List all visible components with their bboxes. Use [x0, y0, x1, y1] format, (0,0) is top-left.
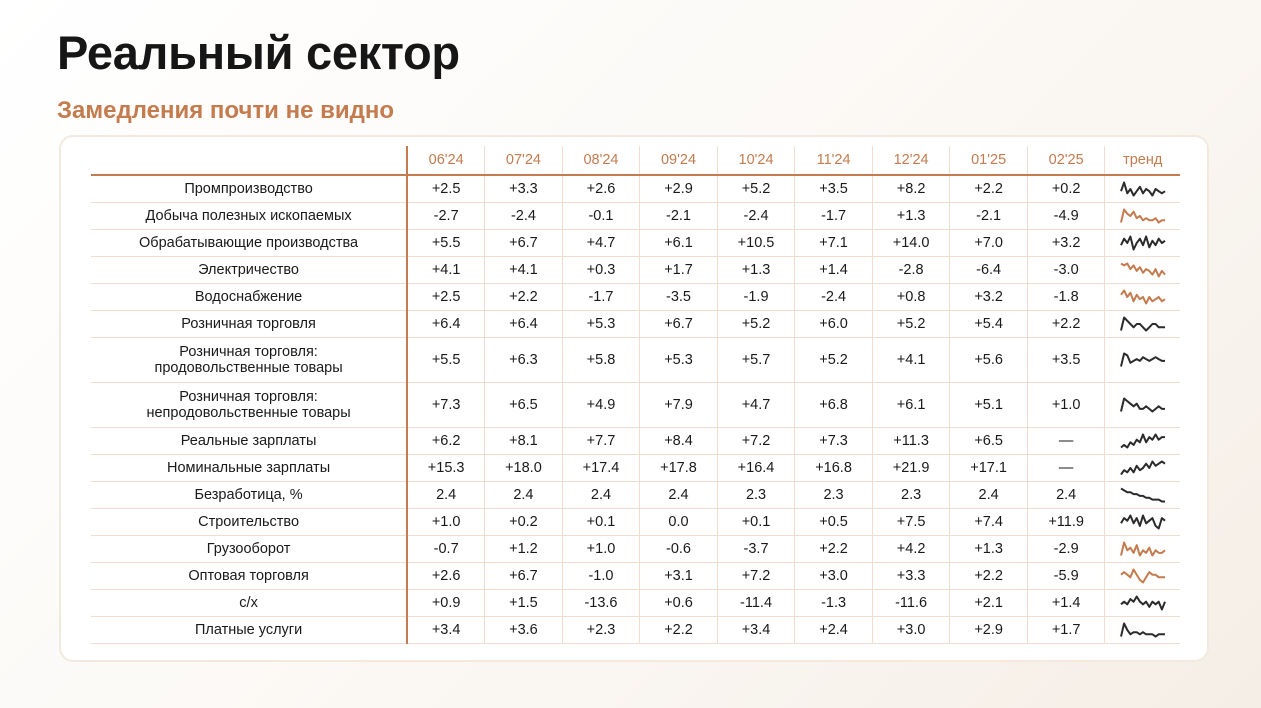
value-cell: +2.2 [1027, 311, 1105, 338]
sparkline-line [1121, 318, 1165, 331]
value-cell: 2.4 [407, 482, 485, 509]
table-row [91, 203, 1180, 230]
value-cell: +7.4 [950, 509, 1028, 536]
value-cell: +5.2 [872, 311, 950, 338]
trend-cell [1105, 428, 1180, 455]
value-cell: +2.2 [950, 175, 1028, 203]
row-label: Платные услуги [91, 617, 407, 644]
value-cell: +7.2 [717, 563, 795, 590]
table-row [91, 455, 1180, 482]
value-cell: +3.0 [795, 563, 873, 590]
value-cell: +5.5 [407, 338, 485, 383]
value-cell: -3.0 [1027, 257, 1105, 284]
sparkline [1120, 568, 1166, 584]
row-label [91, 383, 407, 428]
value-cell: 2.4 [1027, 482, 1105, 509]
value-cell: 2.4 [562, 482, 640, 509]
value-cell: +0.2 [1027, 175, 1105, 203]
value-cell: -1.3 [795, 590, 873, 617]
sparkline [1120, 316, 1166, 332]
row-label: Номинальные зарплаты [91, 455, 407, 482]
value-cell: +0.1 [717, 509, 795, 536]
row-label: Промпроизводство [91, 175, 407, 203]
value-cell: +2.6 [407, 563, 485, 590]
row-label: Обрабатывающие производства [91, 230, 407, 257]
value-cell: +7.3 [407, 383, 485, 428]
value-cell: +3.6 [485, 617, 563, 644]
value-cell: +6.5 [950, 428, 1028, 455]
value-cell: 2.3 [872, 482, 950, 509]
value-cell: +1.4 [795, 257, 873, 284]
value-cell: +6.4 [485, 311, 563, 338]
value-cell: +4.2 [872, 536, 950, 563]
value-cell: +6.1 [640, 230, 718, 257]
sparkline-line [1121, 516, 1165, 529]
month-header: 02'25 [1027, 146, 1105, 175]
value-cell: +5.1 [950, 383, 1028, 428]
sparkline-line [1121, 570, 1165, 583]
value-cell: 2.3 [717, 482, 795, 509]
sparkline [1120, 352, 1166, 368]
month-header: 01'25 [950, 146, 1028, 175]
page-subtitle: Замедления почти не видно [57, 97, 394, 124]
sparkline [1120, 514, 1166, 530]
value-cell: +8.2 [872, 175, 950, 203]
value-cell: +4.7 [717, 383, 795, 428]
value-cell: +1.3 [717, 257, 795, 284]
sparkline [1120, 262, 1166, 278]
value-cell: +0.6 [640, 590, 718, 617]
value-cell: +16.4 [717, 455, 795, 482]
value-cell: -6.4 [950, 257, 1028, 284]
value-cell: -0.6 [640, 536, 718, 563]
value-cell: +3.0 [872, 617, 950, 644]
value-cell: -2.4 [717, 203, 795, 230]
value-cell: +1.2 [485, 536, 563, 563]
value-cell: +5.2 [717, 175, 795, 203]
value-cell: +8.1 [485, 428, 563, 455]
value-cell: +7.7 [562, 428, 640, 455]
month-header: 12'24 [872, 146, 950, 175]
table-row [91, 338, 1180, 383]
table-row [91, 590, 1180, 617]
table-row [91, 428, 1180, 455]
value-cell: +1.4 [1027, 590, 1105, 617]
value-cell: +7.9 [640, 383, 718, 428]
sparkline-line [1121, 264, 1165, 277]
trend-cell [1105, 455, 1180, 482]
value-cell: +2.6 [562, 175, 640, 203]
row-label: Розничная торговля [91, 311, 407, 338]
value-cell: -3.7 [717, 536, 795, 563]
value-cell: +2.2 [950, 563, 1028, 590]
table-row [91, 175, 1180, 203]
row-label: Реальные зарплаты [91, 428, 407, 455]
value-cell: -2.1 [640, 203, 718, 230]
row-label: с/х [91, 590, 407, 617]
value-cell: +2.2 [640, 617, 718, 644]
value-cell: +3.2 [950, 284, 1028, 311]
row-label: Добыча полезных ископаемых [91, 203, 407, 230]
sparkline [1120, 289, 1166, 305]
value-cell: +4.7 [562, 230, 640, 257]
value-cell: +7.1 [795, 230, 873, 257]
table-row [91, 617, 1180, 644]
sparkline-line [1121, 210, 1165, 223]
trend-cell [1105, 536, 1180, 563]
month-header: 08'24 [562, 146, 640, 175]
value-cell: +7.2 [717, 428, 795, 455]
value-cell: -5.9 [1027, 563, 1105, 590]
sparkline [1120, 208, 1166, 224]
real-sector-table [91, 146, 1180, 644]
value-cell: +2.3 [562, 617, 640, 644]
value-cell: -0.7 [407, 536, 485, 563]
sparkline-line [1121, 462, 1165, 475]
value-cell: +4.1 [872, 338, 950, 383]
value-cell: -13.6 [562, 590, 640, 617]
sparkline [1120, 460, 1166, 476]
value-cell: +5.2 [717, 311, 795, 338]
value-cell: +6.7 [640, 311, 718, 338]
table-row [91, 509, 1180, 536]
sparkline-line [1121, 291, 1165, 304]
value-cell: +1.0 [1027, 383, 1105, 428]
value-cell: +1.3 [872, 203, 950, 230]
value-cell: -2.4 [795, 284, 873, 311]
month-header: 07'24 [485, 146, 563, 175]
month-header: 09'24 [640, 146, 718, 175]
value-cell: +16.8 [795, 455, 873, 482]
value-cell: +2.2 [485, 284, 563, 311]
trend-cell [1105, 617, 1180, 644]
row-label: Безработица, % [91, 482, 407, 509]
value-cell: -4.9 [1027, 203, 1105, 230]
value-cell: +6.4 [407, 311, 485, 338]
value-cell: 2.4 [485, 482, 563, 509]
value-cell: +6.8 [795, 383, 873, 428]
value-cell: +11.3 [872, 428, 950, 455]
value-cell: +0.8 [872, 284, 950, 311]
value-cell: +5.2 [795, 338, 873, 383]
trend-cell [1105, 230, 1180, 257]
value-cell: +6.3 [485, 338, 563, 383]
value-cell: +1.0 [407, 509, 485, 536]
table-row [91, 536, 1180, 563]
value-cell: +5.7 [717, 338, 795, 383]
value-cell: +7.3 [795, 428, 873, 455]
trend-cell [1105, 257, 1180, 284]
sparkline [1120, 397, 1166, 413]
sparkline-line [1121, 399, 1165, 412]
trend-cell [1105, 482, 1180, 509]
row-label [91, 338, 407, 383]
value-cell: +4.1 [485, 257, 563, 284]
value-cell: +5.4 [950, 311, 1028, 338]
value-cell: +2.9 [950, 617, 1028, 644]
value-cell: +7.0 [950, 230, 1028, 257]
value-cell: +4.1 [407, 257, 485, 284]
value-cell: +3.1 [640, 563, 718, 590]
value-cell: +5.3 [562, 311, 640, 338]
value-cell: -1.9 [717, 284, 795, 311]
value-cell: +3.5 [795, 175, 873, 203]
value-cell: -1.7 [562, 284, 640, 311]
value-cell: 0.0 [640, 509, 718, 536]
value-cell: -11.6 [872, 590, 950, 617]
table-row [91, 230, 1180, 257]
value-cell: +1.5 [485, 590, 563, 617]
sparkline-line [1121, 543, 1165, 556]
trend-cell [1105, 284, 1180, 311]
page-title: Реальный сектор [57, 26, 460, 79]
table-row [91, 284, 1180, 311]
value-cell: — [1027, 428, 1105, 455]
row-label: Электричество [91, 257, 407, 284]
table-header-row [91, 146, 1180, 175]
month-header: 06'24 [407, 146, 485, 175]
trend-cell [1105, 383, 1180, 428]
value-cell: +1.0 [562, 536, 640, 563]
value-cell: +8.4 [640, 428, 718, 455]
value-cell: +6.7 [485, 230, 563, 257]
sparkline-line [1121, 489, 1165, 502]
trend-cell [1105, 175, 1180, 203]
value-cell: +6.0 [795, 311, 873, 338]
value-cell: +17.1 [950, 455, 1028, 482]
month-header: 10'24 [717, 146, 795, 175]
trend-cell [1105, 311, 1180, 338]
sparkline [1120, 541, 1166, 557]
value-cell: +5.8 [562, 338, 640, 383]
value-cell: 2.4 [640, 482, 718, 509]
trend-cell [1105, 563, 1180, 590]
value-cell: +11.9 [1027, 509, 1105, 536]
value-cell: +6.7 [485, 563, 563, 590]
sparkline-line [1121, 435, 1165, 448]
value-cell: +4.9 [562, 383, 640, 428]
sparkline-line [1121, 183, 1165, 196]
sparkline [1120, 487, 1166, 503]
value-cell: +5.3 [640, 338, 718, 383]
value-cell: +3.3 [485, 175, 563, 203]
value-cell: +21.9 [872, 455, 950, 482]
sparkline [1120, 433, 1166, 449]
value-cell: 2.4 [950, 482, 1028, 509]
row-label-line: непродовольственные товары [146, 405, 351, 421]
table-row [91, 311, 1180, 338]
value-cell: +6.1 [872, 383, 950, 428]
sparkline-line [1121, 624, 1165, 637]
value-cell: -1.7 [795, 203, 873, 230]
value-cell: 2.3 [795, 482, 873, 509]
value-cell: +0.2 [485, 509, 563, 536]
value-cell: +0.5 [795, 509, 873, 536]
table-row [91, 482, 1180, 509]
value-cell: +2.5 [407, 284, 485, 311]
value-cell: +2.9 [640, 175, 718, 203]
sparkline [1120, 181, 1166, 197]
value-cell: +1.7 [1027, 617, 1105, 644]
value-cell: -3.5 [640, 284, 718, 311]
value-cell: +1.3 [950, 536, 1028, 563]
row-label-line: продовольственные товары [154, 360, 343, 376]
row-label: Оптовая торговля [91, 563, 407, 590]
value-cell: +15.3 [407, 455, 485, 482]
value-cell: -1.0 [562, 563, 640, 590]
value-cell: +0.9 [407, 590, 485, 617]
value-cell: +3.2 [1027, 230, 1105, 257]
value-cell: +0.1 [562, 509, 640, 536]
value-cell: +17.8 [640, 455, 718, 482]
value-cell: +2.2 [795, 536, 873, 563]
month-header: 11'24 [795, 146, 873, 175]
sparkline [1120, 235, 1166, 251]
row-label: Грузооборот [91, 536, 407, 563]
value-cell: -11.4 [717, 590, 795, 617]
value-cell: -0.1 [562, 203, 640, 230]
sparkline [1120, 595, 1166, 611]
value-cell: +6.2 [407, 428, 485, 455]
value-cell: +10.5 [717, 230, 795, 257]
trend-cell [1105, 338, 1180, 383]
value-cell: +18.0 [485, 455, 563, 482]
value-cell: +5.6 [950, 338, 1028, 383]
table-body [91, 175, 1180, 644]
value-cell: +2.4 [795, 617, 873, 644]
row-label-line: Розничная торговля: [179, 344, 318, 360]
sparkline-line [1121, 597, 1165, 610]
value-cell: +7.5 [872, 509, 950, 536]
value-cell: -2.4 [485, 203, 563, 230]
trend-cell [1105, 509, 1180, 536]
sparkline-line [1121, 237, 1165, 250]
value-cell: +14.0 [872, 230, 950, 257]
value-cell: -1.8 [1027, 284, 1105, 311]
value-cell: +5.5 [407, 230, 485, 257]
value-cell: -2.8 [872, 257, 950, 284]
table-row [91, 257, 1180, 284]
value-cell: -2.7 [407, 203, 485, 230]
value-cell: — [1027, 455, 1105, 482]
table-row [91, 383, 1180, 428]
value-cell: +6.5 [485, 383, 563, 428]
trend-header: тренд [1105, 146, 1180, 175]
value-cell: -2.1 [950, 203, 1028, 230]
header-label-cell [91, 146, 407, 175]
table-row [91, 563, 1180, 590]
sparkline [1120, 622, 1166, 638]
value-cell: +0.3 [562, 257, 640, 284]
row-label: Строительство [91, 509, 407, 536]
value-cell: +3.4 [407, 617, 485, 644]
value-cell: +17.4 [562, 455, 640, 482]
row-label: Водоснабжение [91, 284, 407, 311]
value-cell: +3.3 [872, 563, 950, 590]
value-cell: +2.1 [950, 590, 1028, 617]
value-cell: +3.4 [717, 617, 795, 644]
trend-cell [1105, 590, 1180, 617]
row-label-line: Розничная торговля: [179, 389, 318, 405]
value-cell: +2.5 [407, 175, 485, 203]
value-cell: +3.5 [1027, 338, 1105, 383]
sparkline-line [1121, 354, 1165, 367]
value-cell: +1.7 [640, 257, 718, 284]
trend-cell [1105, 203, 1180, 230]
value-cell: -2.9 [1027, 536, 1105, 563]
